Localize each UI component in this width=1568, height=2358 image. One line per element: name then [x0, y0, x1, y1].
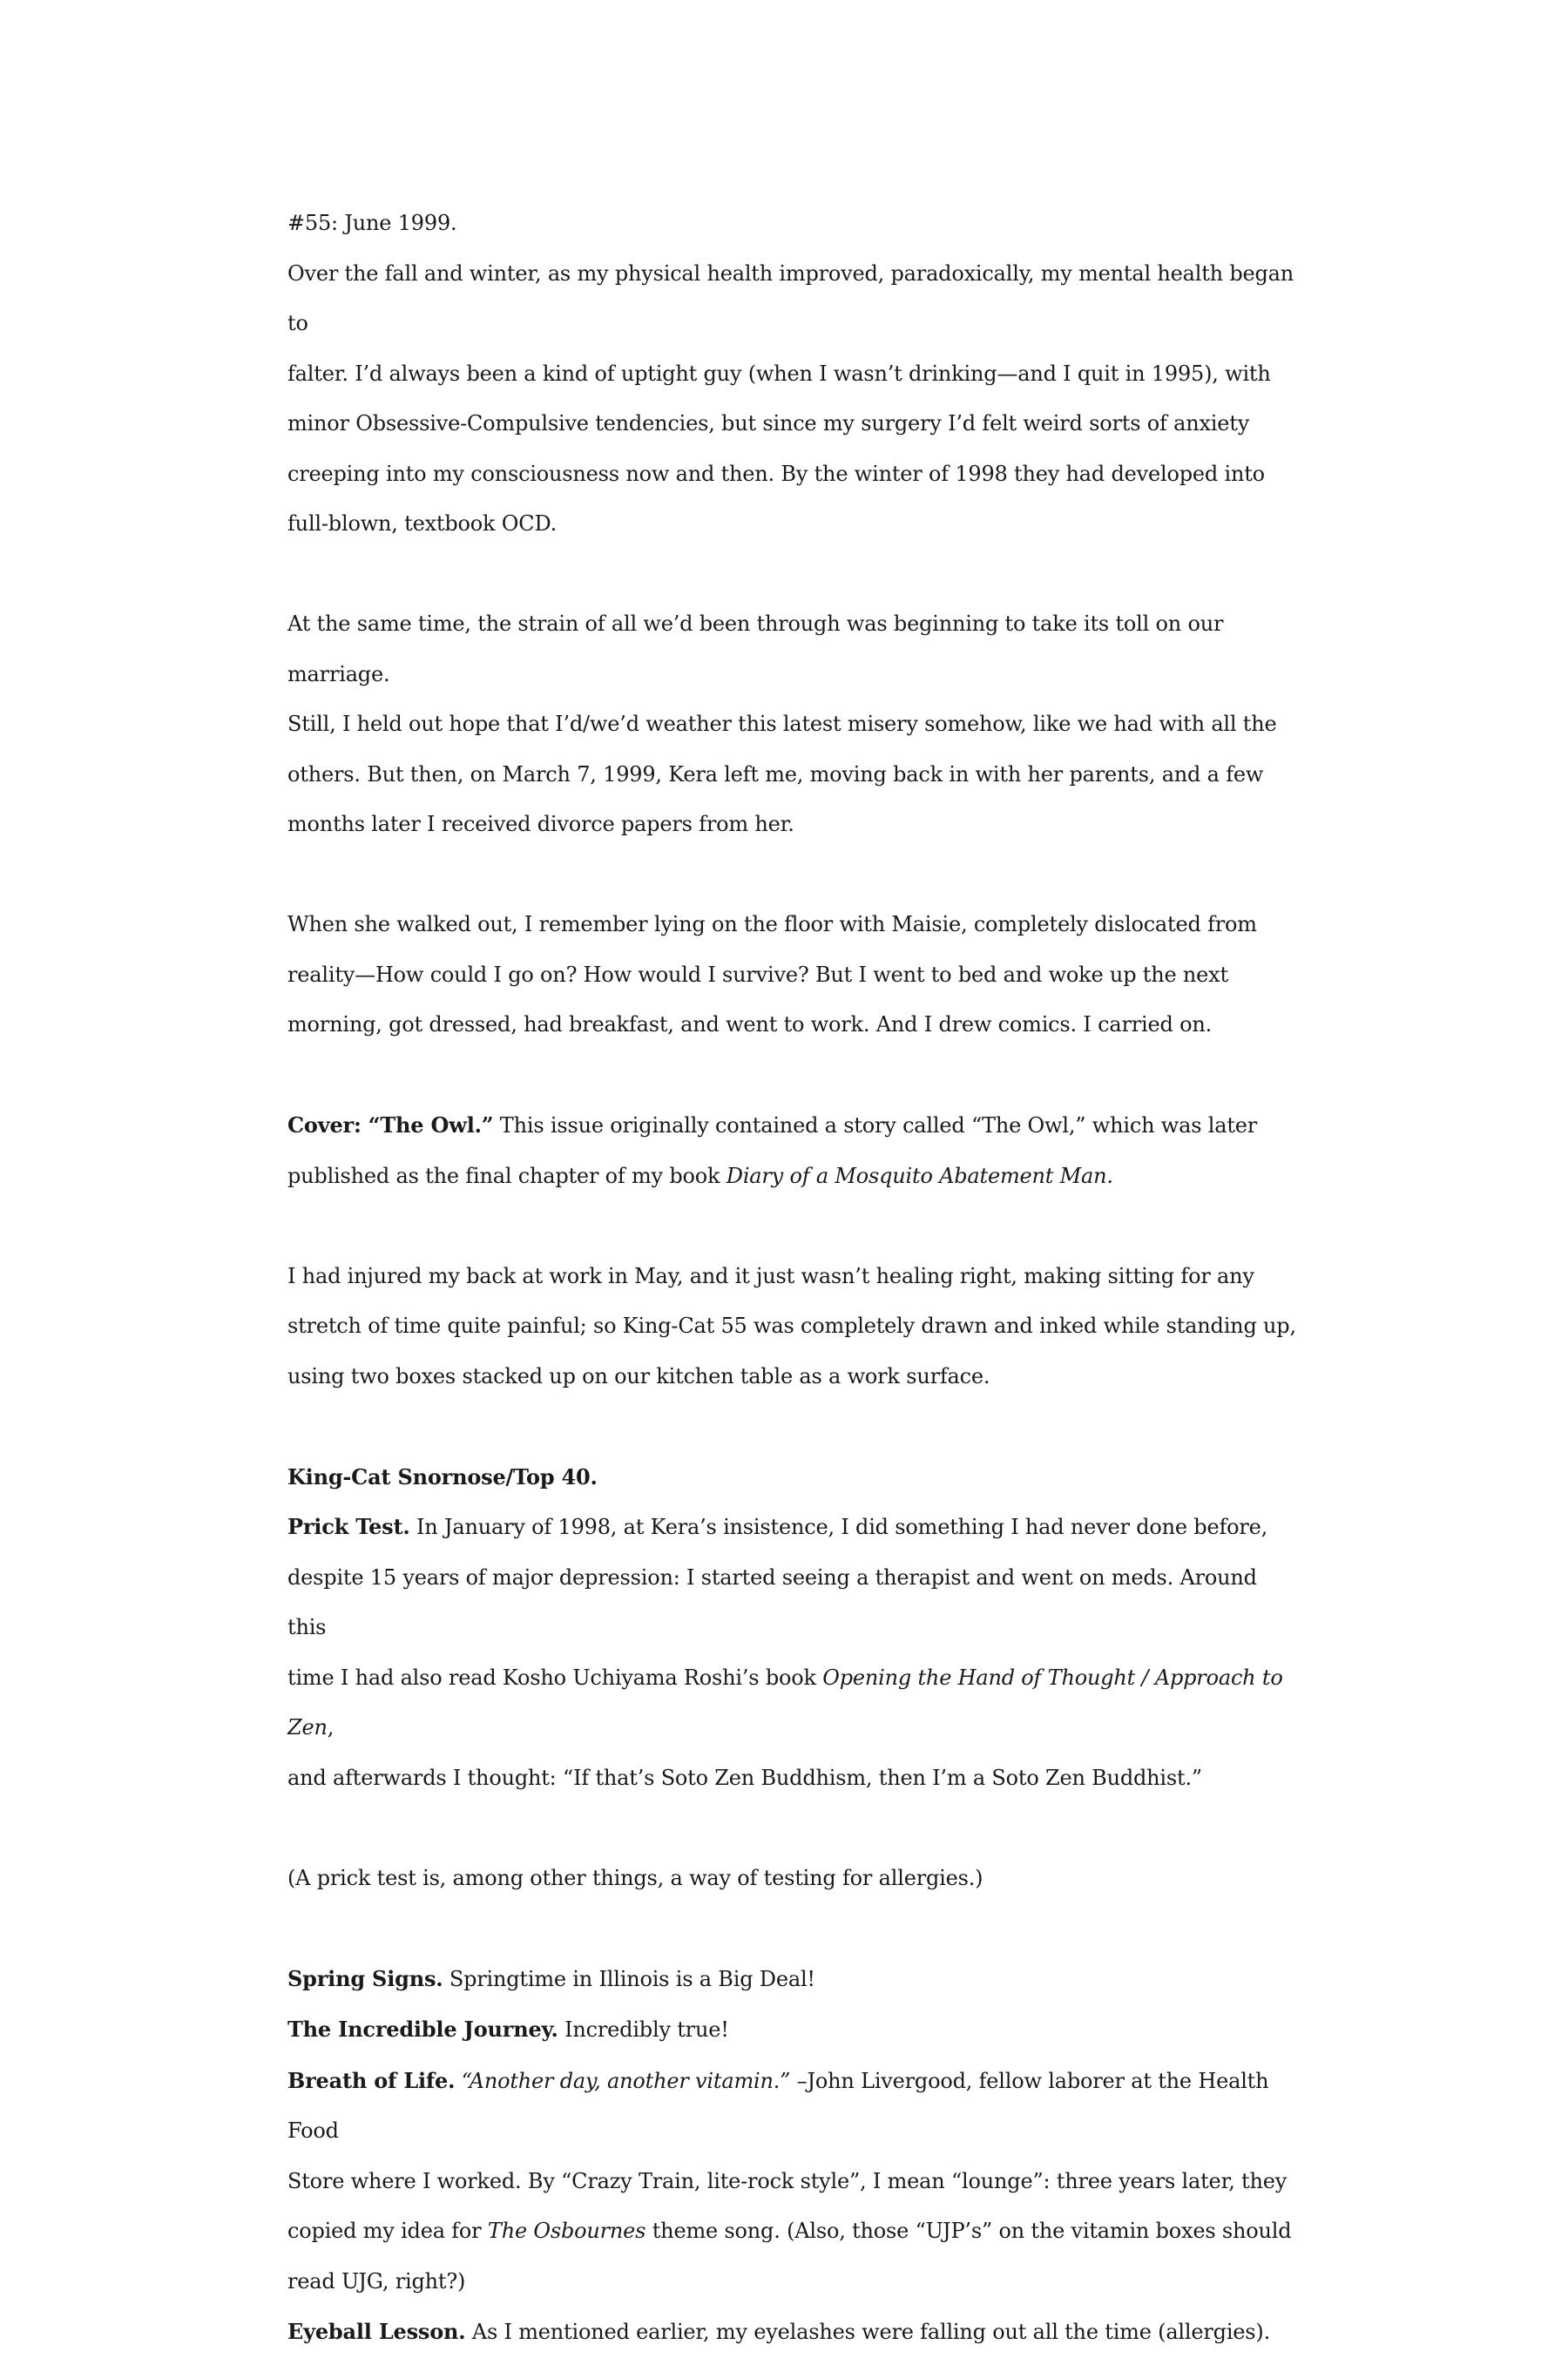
- paragraph-ocd-line-3: minor Obsessive-Compulsive tendencies, but since my surgery I’d felt weird sorts of anxiety: [287, 411, 1250, 436]
- paragraph-marriage-line-3: others. But then, on March 7, 1999, Kera left me, moving back in with her parents, and a few: [287, 761, 1264, 787]
- paragraph-walked-out-line-3: morning, got dressed, had breakfast, and went to work. And I drew comics. I carried on.: [287, 1012, 1213, 1037]
- paragraph-marriage-line-4: months later I received divorce papers from her.: [287, 812, 794, 836]
- cover-entry-line-1: Cover: “The Owl.” This issue originally contained a story called “The Owl,” which was later: [287, 1112, 1258, 1138]
- book-title: Opening the Hand of Thought / Approach to Zen: [287, 1665, 1283, 1740]
- paragraph-ocd-line-5: full-blown, textbook OCD.: [287, 511, 558, 536]
- issue-header: #55: June 1999.: [287, 211, 457, 235]
- paragraph-walked-out-line-1: When she walked out, I remember lying on the floor with Maisie, completely dislocated from: [287, 912, 1257, 936]
- spring-signs-label: Spring Signs.: [287, 1965, 443, 1991]
- prick-test-line-2: despite 15 years of major depression: I started seeing a therapist and went on meds. Around this: [287, 1564, 1257, 1639]
- breath-of-life-line-2: Store where I worked. By “Crazy Train, lite-rock style”, I mean “lounge”: three years later, they: [287, 2168, 1288, 2193]
- paragraph-spacer: [287, 850, 1298, 901]
- breath-of-life-line-4: read UJG, right?): [287, 2268, 466, 2294]
- paragraph-marriage-line-2: Still, I held out hope that I’d/we’d weather this latest misery somehow, like we had with all the: [287, 712, 1277, 736]
- cover-label: Cover: “The Owl.”: [287, 1112, 494, 1138]
- paragraph-spacer: [287, 1803, 1298, 1854]
- book-title: Diary of a Mosquito Abatement Man.: [726, 1163, 1113, 1188]
- show-title: The Osbournes: [487, 2219, 646, 2243]
- paragraph-ocd-line-2: falter. I’d always been a kind of uptight guy (when I wasn’t drinking—and I quit in 1995), with: [287, 361, 1271, 386]
- paragraph-spacer: [287, 1402, 1298, 1452]
- incredible-journey-label: The Incredible Journey.: [287, 2017, 558, 2042]
- section-heading-snornose: King-Cat Snornose/Top 40.: [287, 1463, 598, 1490]
- paragraph-back-injury-line-2: stretch of time quite painful; so King-Cat 55 was completely drawn and inked while standing up,: [287, 1314, 1296, 1338]
- paragraph-walked-out-line-2: reality—How could I go on? How would I survive? But I went to bed and woke up the next: [287, 962, 1228, 987]
- eyeball-lesson-entry: Eyeball Lesson. As I mentioned earlier, my eyelashes were falling out all the time (allergies).: [287, 2319, 1271, 2344]
- breath-of-life-label: Breath of Life.: [287, 2067, 456, 2093]
- prick-test-label: Prick Test.: [287, 1514, 410, 1539]
- paragraph-spacer: [287, 1051, 1298, 1101]
- incredible-journey-entry: The Incredible Journey. Incredibly true!: [287, 2017, 729, 2042]
- vitamin-quote: “Another day, another vitamin.”: [455, 2068, 791, 2093]
- paragraph-back-injury-line-3: using two boxes stacked up on our kitchen table as a work surface.: [287, 1363, 990, 1388]
- prick-test-line-1: Prick Test. In January of 1998, at Kera’s insistence, I did something I had never done before,: [287, 1514, 1268, 1539]
- prick-test-line-3: time I had also read Kosho Uchiyama Roshi’s book Opening the Hand of Thought / Approach to Zen,: [287, 1665, 1283, 1740]
- text-column: [287, 199, 1298, 2358]
- prick-test-note: (A prick test is, among other things, a way of testing for allergies.): [287, 1865, 983, 1890]
- spring-signs-entry: Spring Signs. Springtime in Illinois is a Big Deal!: [287, 1965, 815, 1991]
- paragraph-back-injury-line-1: I had injured my back at work in May, and it just wasn’t healing right, making sitting for any: [287, 1263, 1254, 1288]
- prick-test-line-4: and afterwards I thought: “If that’s Soto Zen Buddhism, then I’m a Soto Zen Buddhist.”: [287, 1765, 1202, 1790]
- paragraph-marriage-line-1: At the same time, the strain of all we’d been through was beginning to take its toll on our marriage.: [287, 611, 1224, 686]
- cover-entry-line-2: published as the final chapter of my book Diary of a Mosquito Abatement Man.: [287, 1163, 1113, 1188]
- breath-of-life-line-1: Breath of Life. “Another day, another vitamin.” –John Livergood, fellow laborer at the Health Food: [287, 2067, 1269, 2143]
- paragraph-spacer: [287, 550, 1298, 600]
- breath-of-life-line-3: copied my idea for The Osbournes theme song. (Also, those “UJP’s” on the vitamin boxes should: [287, 2219, 1292, 2243]
- eyeball-lesson-label: Eyeball Lesson.: [287, 2319, 466, 2344]
- paragraph-ocd-line-4: creeping into my consciousness now and then. By the winter of 1998 they had developed into: [287, 461, 1265, 486]
- paragraph-spacer: [287, 1903, 1298, 1954]
- paragraph-ocd-line-1: Over the fall and winter, as my physical health improved, paradoxically, my mental health began to: [287, 260, 1294, 335]
- paragraph-spacer: [287, 1201, 1298, 1252]
